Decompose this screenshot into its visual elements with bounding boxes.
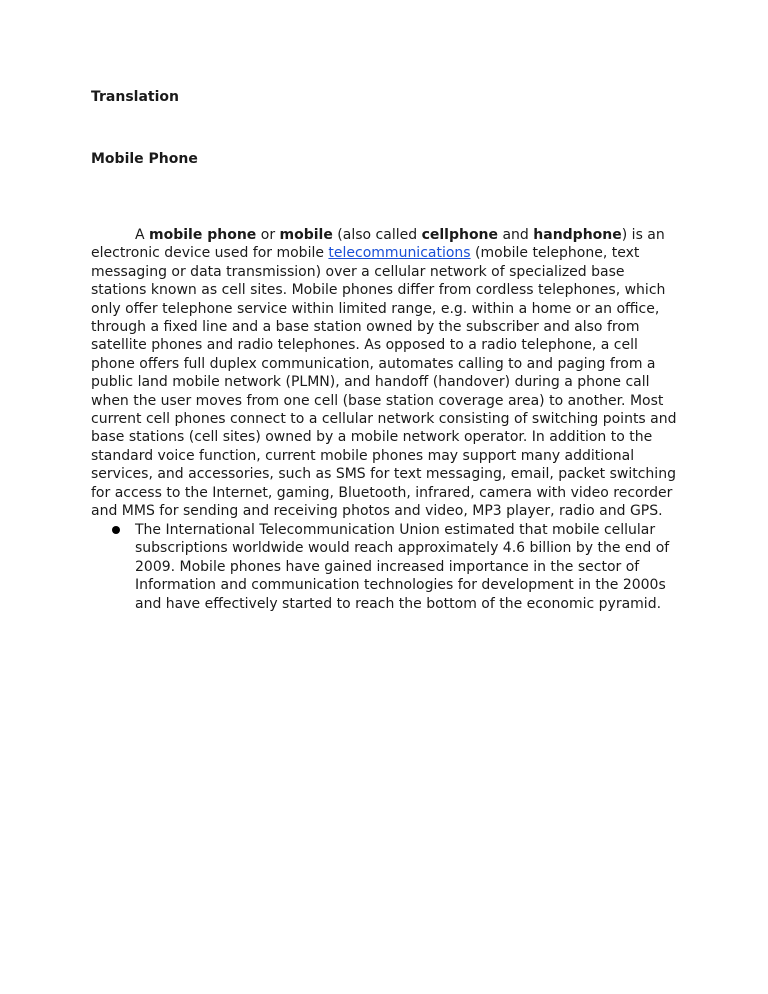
bullet-list <box>91 521 681 613</box>
telecommunications-link[interactable]: telecommunications <box>328 245 471 262</box>
heading-mobile-phone: Mobile Phone <box>91 151 198 167</box>
para-text-5: ) is an electronic device used for mobile <box>91 227 665 262</box>
para-text-3: (also called <box>332 227 422 243</box>
body-paragraph <box>91 226 681 521</box>
para-text-6: (mobile telephone, text messaging or data transmission) over a cellular network of specialized base stations known as cell sites. Mobile phones differ from cordless telephones, which only offer telephone service within limited range, e.g. within a home or an office, through a fixed line and a base station owned by the subscriber and also from satellite phones and radio telephones. As opposed to a radio telephone, a cell phone offers full duplex communication, automates calling to and paging from a public land mobile network (PLMN), and handoff (handover) during a phone call when the user moves from one cell (base station coverage area) to another. Most current cell phones connect to a cellular network consisting of switching points and base stations (cell sites) owned by a mobile network operator. In addition to the standard voice function, current mobile phones may support many additional services, and accessories, such as SMS for text messaging, email, packet switching for access to the Internet, gaming, Bluetooth, infrared, camera with video recorder and MMS for sending and receiving photos and video, MP3 player, radio and GPS. <box>91 245 677 520</box>
term-cellphone: cellphone <box>421 227 499 243</box>
bullet-text: The International Telecommunication Union estimated that mobile cellular subscriptions worldwide would reach approximately 4.6 billion by the end of 2009. Mobile phones have gained increased importance in the sector of Information and communication technologies for development in the 2000s and have effectively started to reach the bottom of the economic pyramid. <box>135 522 670 612</box>
para-text-2: or <box>256 227 280 243</box>
list-item <box>91 521 681 613</box>
term-handphone: handphone <box>533 227 622 243</box>
bullet-dot-icon <box>112 526 120 534</box>
term-mobile: mobile <box>279 227 333 243</box>
para-text-4: and <box>498 227 534 243</box>
heading-translation: Translation <box>91 89 179 105</box>
term-mobile-phone: mobile phone <box>149 227 257 243</box>
para-text-1: A <box>135 227 150 243</box>
